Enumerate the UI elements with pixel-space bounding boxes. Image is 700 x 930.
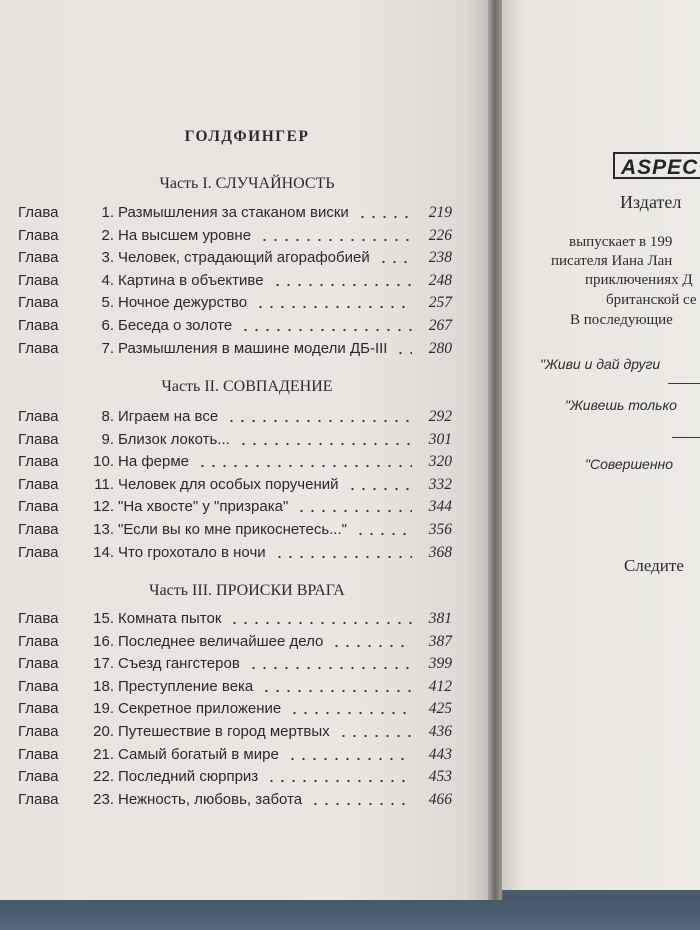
leader-dots xyxy=(331,644,412,648)
chapter-label: Глава xyxy=(18,790,59,808)
chapter-page: 436 xyxy=(428,723,452,740)
chapter-page: 219 xyxy=(428,204,452,221)
chapter-number: 4. xyxy=(101,271,114,289)
chapter-label: Глава xyxy=(18,475,59,493)
leader-dots xyxy=(259,238,412,242)
leader-dots xyxy=(272,283,412,287)
chapter-title: Секретное приложение xyxy=(118,700,282,718)
chapter-row xyxy=(18,720,452,743)
chapter-label: Глава xyxy=(18,745,59,763)
divider xyxy=(672,437,700,438)
text-line: писателя Иана Лан xyxy=(551,253,673,269)
leader-dots xyxy=(296,509,412,513)
chapter-row xyxy=(18,291,452,314)
chapter-page: 443 xyxy=(428,745,452,763)
chapter-row xyxy=(18,607,452,630)
chapter-title: Путешествие в город мертвых xyxy=(118,723,330,740)
leader-dots xyxy=(378,260,412,264)
chapter-number: 12. xyxy=(93,498,114,516)
chapter-label: Глава xyxy=(18,655,59,673)
chapter-number: 7. xyxy=(101,339,114,357)
text-line: приключениях Д xyxy=(585,272,693,288)
chapter-row xyxy=(18,541,452,564)
leader-dots xyxy=(338,734,412,738)
chapter-row xyxy=(18,224,452,247)
chapter-label: Глава xyxy=(18,521,59,538)
chapter-label: Глава xyxy=(18,610,59,627)
right-page xyxy=(500,0,700,890)
leader-dots xyxy=(310,802,412,806)
chapter-title: Последнее величайшее дело xyxy=(118,632,324,650)
leader-dots xyxy=(197,464,412,468)
leader-dots xyxy=(347,487,412,491)
chapter-label: Глава xyxy=(18,723,59,740)
chapter-title: Последний сюрприз xyxy=(118,768,259,786)
leader-dots xyxy=(357,215,412,219)
chapter-title: Играем на все xyxy=(118,408,219,425)
chapter-row xyxy=(18,405,452,428)
chapter-title: Ночное дежурство xyxy=(118,294,248,312)
chapter-page: 332 xyxy=(428,475,452,493)
chapter-row xyxy=(18,450,452,473)
chapter-page: 248 xyxy=(428,271,452,289)
chapter-title: На высшем уровне xyxy=(118,226,252,244)
leader-dots xyxy=(229,621,412,625)
part-heading: Часть II. СОВПАДЕНИЕ xyxy=(161,378,333,395)
part-heading: Часть III. ПРОИСКИ ВРАГА xyxy=(149,582,345,599)
chapter-number: 19. xyxy=(93,700,114,718)
chapter-page: 356 xyxy=(428,521,452,538)
chapter-page: 381 xyxy=(428,610,452,627)
chapter-row xyxy=(18,495,452,518)
chapter-page: 466 xyxy=(428,790,452,808)
chapter-label: Глава xyxy=(18,700,59,718)
chapter-number: 5. xyxy=(101,294,114,312)
chapter-row xyxy=(18,630,452,653)
chapter-number: 2. xyxy=(101,226,114,244)
chapter-number: 15. xyxy=(93,610,114,627)
chapter-number: 6. xyxy=(101,317,114,334)
chapter-page: 257 xyxy=(428,294,452,312)
chapter-number: 20. xyxy=(93,723,114,740)
quoted-title: "Совершенно xyxy=(585,456,674,472)
chapter-row xyxy=(18,246,452,269)
chapter-page: 344 xyxy=(428,498,452,516)
chapter-page: 412 xyxy=(428,677,452,695)
chapter-number: 11. xyxy=(94,475,114,493)
chapter-number: 1. xyxy=(101,204,114,221)
chapter-row xyxy=(18,518,452,541)
leader-dots xyxy=(395,351,412,355)
chapter-row xyxy=(18,473,452,496)
chapter-number: 3. xyxy=(101,249,114,267)
chapter-label: Глава xyxy=(18,271,59,289)
chapter-row xyxy=(18,652,452,675)
divider xyxy=(668,383,700,384)
leader-dots xyxy=(248,666,412,670)
chapter-page: 320 xyxy=(428,453,452,471)
publisher-name: Издател xyxy=(620,192,682,212)
chapter-label: Глава xyxy=(18,632,59,650)
chapter-title: Что грохотало в ночи xyxy=(118,543,266,561)
chapter-title: Преступление века xyxy=(118,677,254,695)
chapter-label: Глава xyxy=(18,226,59,244)
chapter-row xyxy=(18,788,452,811)
text-line: британской се xyxy=(606,292,697,308)
leader-dots xyxy=(274,555,412,559)
chapter-title: Комната пыток xyxy=(118,610,222,627)
chapter-row xyxy=(18,675,452,698)
chapter-page: 399 xyxy=(428,655,452,673)
book-title: ГОЛДФИНГЕР xyxy=(184,128,310,145)
text-line: выпускает в 199 xyxy=(569,234,673,250)
chapter-row xyxy=(18,269,452,292)
chapter-title: Нежность, любовь, забота xyxy=(118,790,303,808)
chapter-title: Близок локоть... xyxy=(118,430,230,448)
chapter-number: 8. xyxy=(101,408,114,425)
chapter-label: Глава xyxy=(18,204,59,221)
chapter-number: 23. xyxy=(93,790,114,808)
chapter-number: 13. xyxy=(93,521,114,538)
chapter-label: Глава xyxy=(18,249,59,267)
leader-dots xyxy=(287,757,412,761)
quoted-title: "Живешь только xyxy=(565,397,677,413)
chapter-label: Глава xyxy=(18,453,59,471)
chapter-title: "На хвосте" у "призрака" xyxy=(118,498,289,516)
chapter-page: 368 xyxy=(428,543,452,561)
chapter-label: Глава xyxy=(18,430,59,448)
chapter-row xyxy=(18,201,452,224)
chapter-title: Человек, страдающий агорафобией xyxy=(118,249,370,267)
chapter-page: 267 xyxy=(428,317,452,334)
leader-dots xyxy=(255,305,412,309)
chapter-label: Глава xyxy=(18,339,59,357)
chapter-page: 226 xyxy=(428,226,452,244)
chapter-row xyxy=(18,697,452,720)
chapter-page: 280 xyxy=(428,339,452,357)
chapter-title: Размышления в машине модели ДБ-III xyxy=(118,339,388,357)
chapter-title: Беседа о золоте xyxy=(118,317,233,334)
chapter-row xyxy=(18,428,452,451)
chapter-label: Глава xyxy=(18,294,59,312)
chapter-title: На ферме xyxy=(118,453,190,471)
chapter-title: Человек для особых поручений xyxy=(118,475,339,493)
chapter-page: 453 xyxy=(428,768,452,786)
chapter-label: Глава xyxy=(18,768,59,786)
leader-dots xyxy=(261,689,412,693)
chapter-page: 425 xyxy=(428,700,452,718)
chapter-title: Картина в объективе xyxy=(118,271,264,289)
leader-dots xyxy=(226,419,412,423)
leader-dots xyxy=(355,532,412,536)
book-cover-edge xyxy=(0,895,700,930)
chapter-page: 387 xyxy=(428,632,452,650)
chapter-title: Самый богатый в мире xyxy=(118,745,279,763)
chapter-number: 18. xyxy=(93,677,114,695)
chapter-title: Съезд гангстеров xyxy=(118,655,240,673)
chapter-title: "Если вы ко мне прикоснетесь..." xyxy=(118,521,347,538)
publisher-logo: ASPEC xyxy=(613,152,700,179)
leader-dots xyxy=(240,328,412,332)
chapter-row xyxy=(18,314,452,337)
leader-dots xyxy=(289,711,412,715)
chapter-label: Глава xyxy=(18,543,59,561)
chapter-number: 16. xyxy=(93,632,114,650)
chapter-row xyxy=(18,337,452,360)
chapter-label: Глава xyxy=(18,408,59,425)
chapter-page: 292 xyxy=(428,408,452,425)
chapter-number: 10. xyxy=(93,453,114,471)
chapter-number: 22. xyxy=(93,768,114,786)
chapter-number: 9. xyxy=(101,430,114,448)
leader-dots xyxy=(266,779,412,783)
follow-text: Следите xyxy=(624,556,684,575)
chapter-page: 301 xyxy=(428,430,452,448)
text-line: В последующие xyxy=(570,312,673,328)
part-heading: Часть I. СЛУЧАЙНОСТЬ xyxy=(159,175,335,192)
chapter-number: 14. xyxy=(93,543,114,561)
chapter-page: 238 xyxy=(428,249,452,267)
chapter-title: Размышления за стаканом виски xyxy=(118,204,349,221)
chapter-label: Глава xyxy=(18,317,59,334)
chapter-number: 21. xyxy=(93,745,114,763)
leader-dots xyxy=(238,442,412,446)
chapter-number: 17. xyxy=(93,655,114,673)
chapter-label: Глава xyxy=(18,498,59,516)
chapter-label: Глава xyxy=(18,677,59,695)
chapter-row xyxy=(18,765,452,788)
chapter-row xyxy=(18,743,452,766)
quoted-title: "Живи и дай други xyxy=(540,356,661,372)
